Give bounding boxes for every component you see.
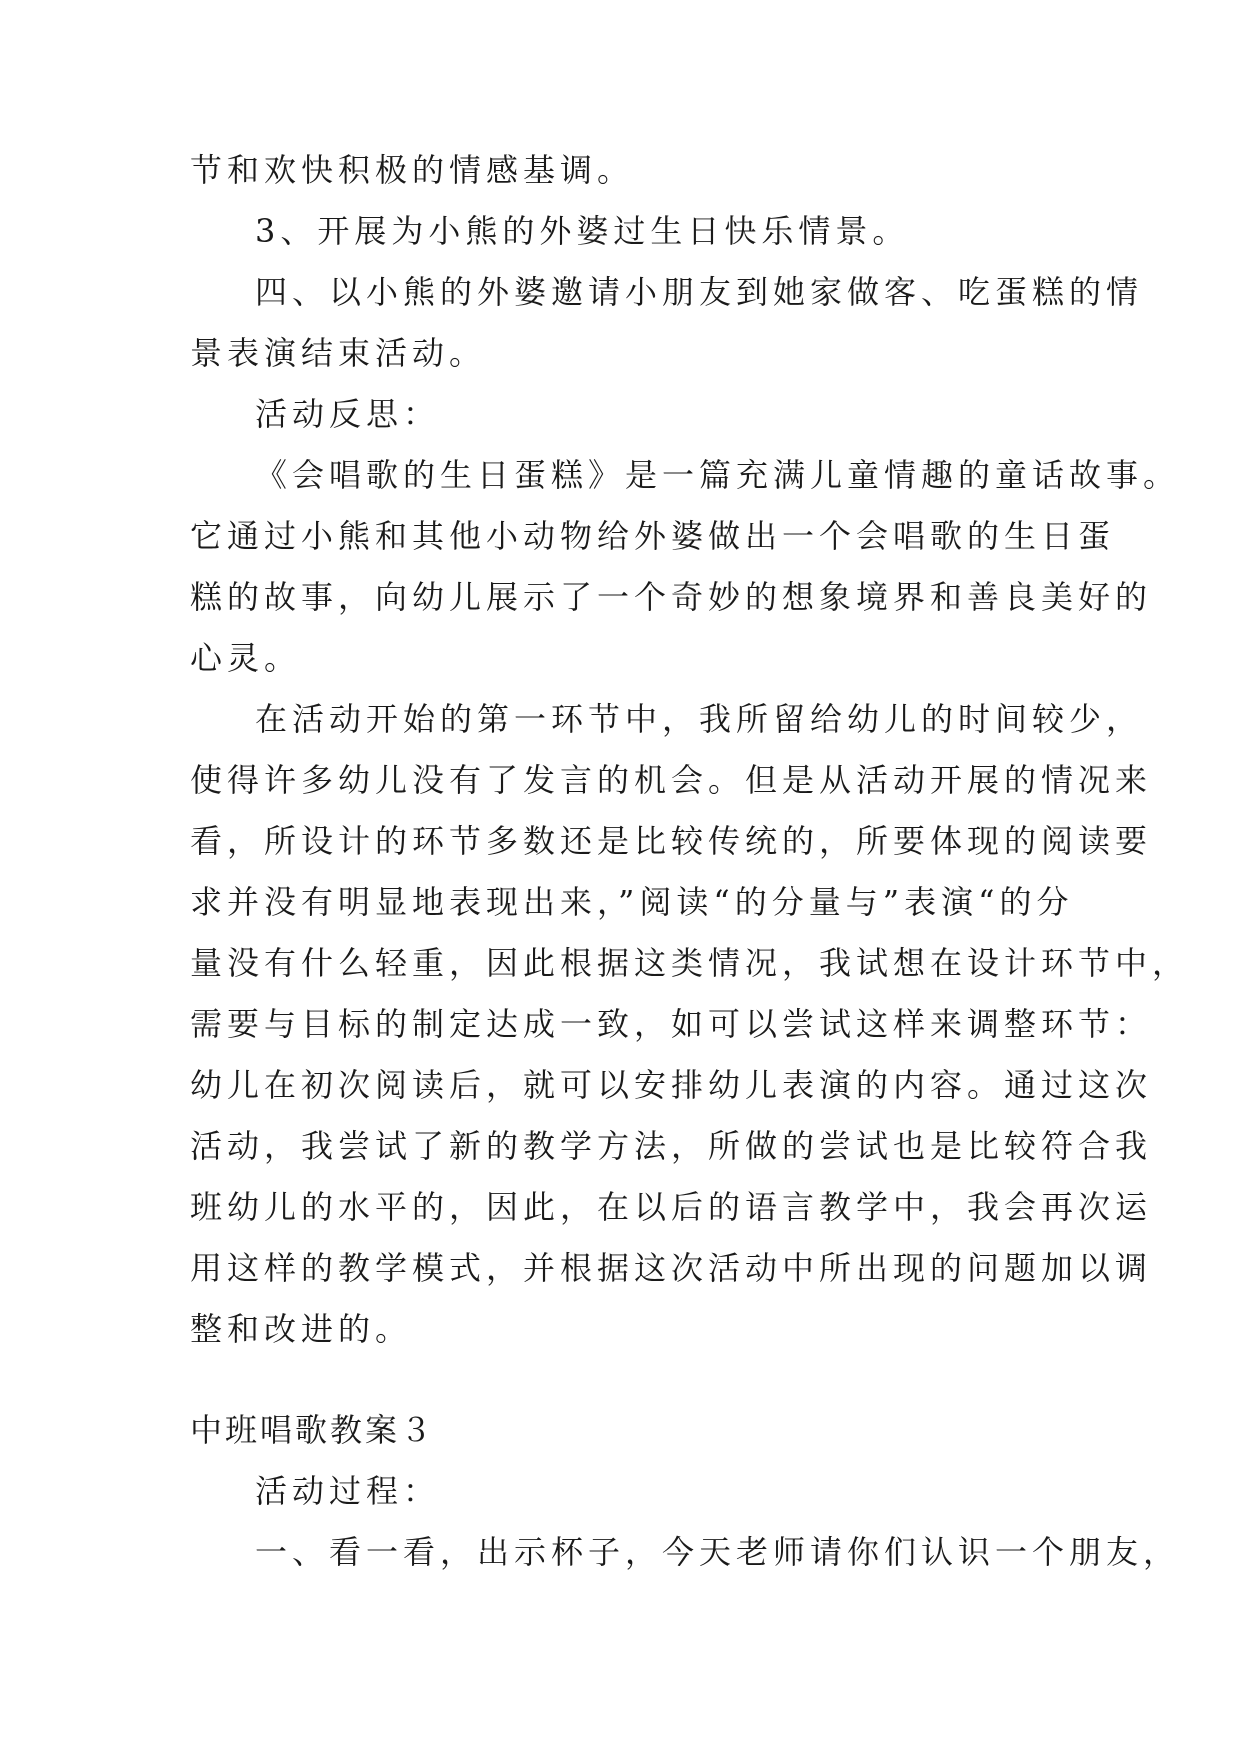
paragraph-line: 用这样的教学模式，并根据这次活动中所出现的问题加以调 — [190, 1249, 1153, 1287]
paragraph-line: 一、看一看，出示杯子，今天老师请你们认识一个朋友， — [255, 1533, 1181, 1571]
section-heading: 中班唱歌教案３ — [190, 1411, 436, 1449]
paragraph-line: 节和欢快积极的情感基调。 — [190, 151, 635, 189]
paragraph-line: 3、开展为小熊的外婆过生日快乐情景。 — [255, 212, 910, 250]
paragraph-line: 看，所设计的环节多数还是比较传统的，所要体现的阅读要 — [190, 822, 1153, 860]
paragraph-line: 使得许多幼儿没有了发言的机会。但是从活动开展的情况来 — [190, 761, 1153, 799]
paragraph-line: 景表演结束活动。 — [190, 334, 487, 372]
section-label: 活动反思： — [255, 395, 441, 433]
paragraph-line: 《会唱歌的生日蛋糕》是一篇充满儿童情趣的童话故事。 — [255, 456, 1181, 494]
paragraph-line: 需要与目标的制定达成一致，如可以尝试这样来调整环节： — [190, 1005, 1153, 1043]
paragraph-line: 它通过小熊和其他小动物给外婆做出一个会唱歌的生日蛋 — [190, 517, 1116, 555]
paragraph-line: 在活动开始的第一环节中，我所留给幼儿的时间较少， — [255, 700, 1144, 738]
paragraph-line: 班幼儿的水平的，因此，在以后的语言教学中，我会再次运 — [190, 1188, 1153, 1226]
paragraph-line: 整和改进的。 — [190, 1310, 413, 1348]
paragraph-line: 四、以小熊的外婆邀请小朋友到她家做客、吃蛋糕的情 — [255, 273, 1144, 311]
paragraph-line: 幼儿在初次阅读后，就可以安排幼儿表演的内容。通过这次 — [190, 1066, 1153, 1104]
paragraph-line: 求并没有明显地表现出来，”阅读“的分量与”表演“的分 — [190, 883, 1074, 921]
paragraph-line: 量没有什么轻重，因此根据这类情况，我试想在设计环节中， — [190, 944, 1190, 982]
paragraph-line: 心灵。 — [190, 639, 302, 677]
paragraph-line: 糕的故事，向幼儿展示了一个奇妙的想象境界和善良美好的 — [190, 578, 1153, 616]
paragraph-line: 活动，我尝试了新的教学方法，所做的尝试也是比较符合我 — [190, 1127, 1153, 1165]
section-label: 活动过程： — [255, 1472, 441, 1510]
